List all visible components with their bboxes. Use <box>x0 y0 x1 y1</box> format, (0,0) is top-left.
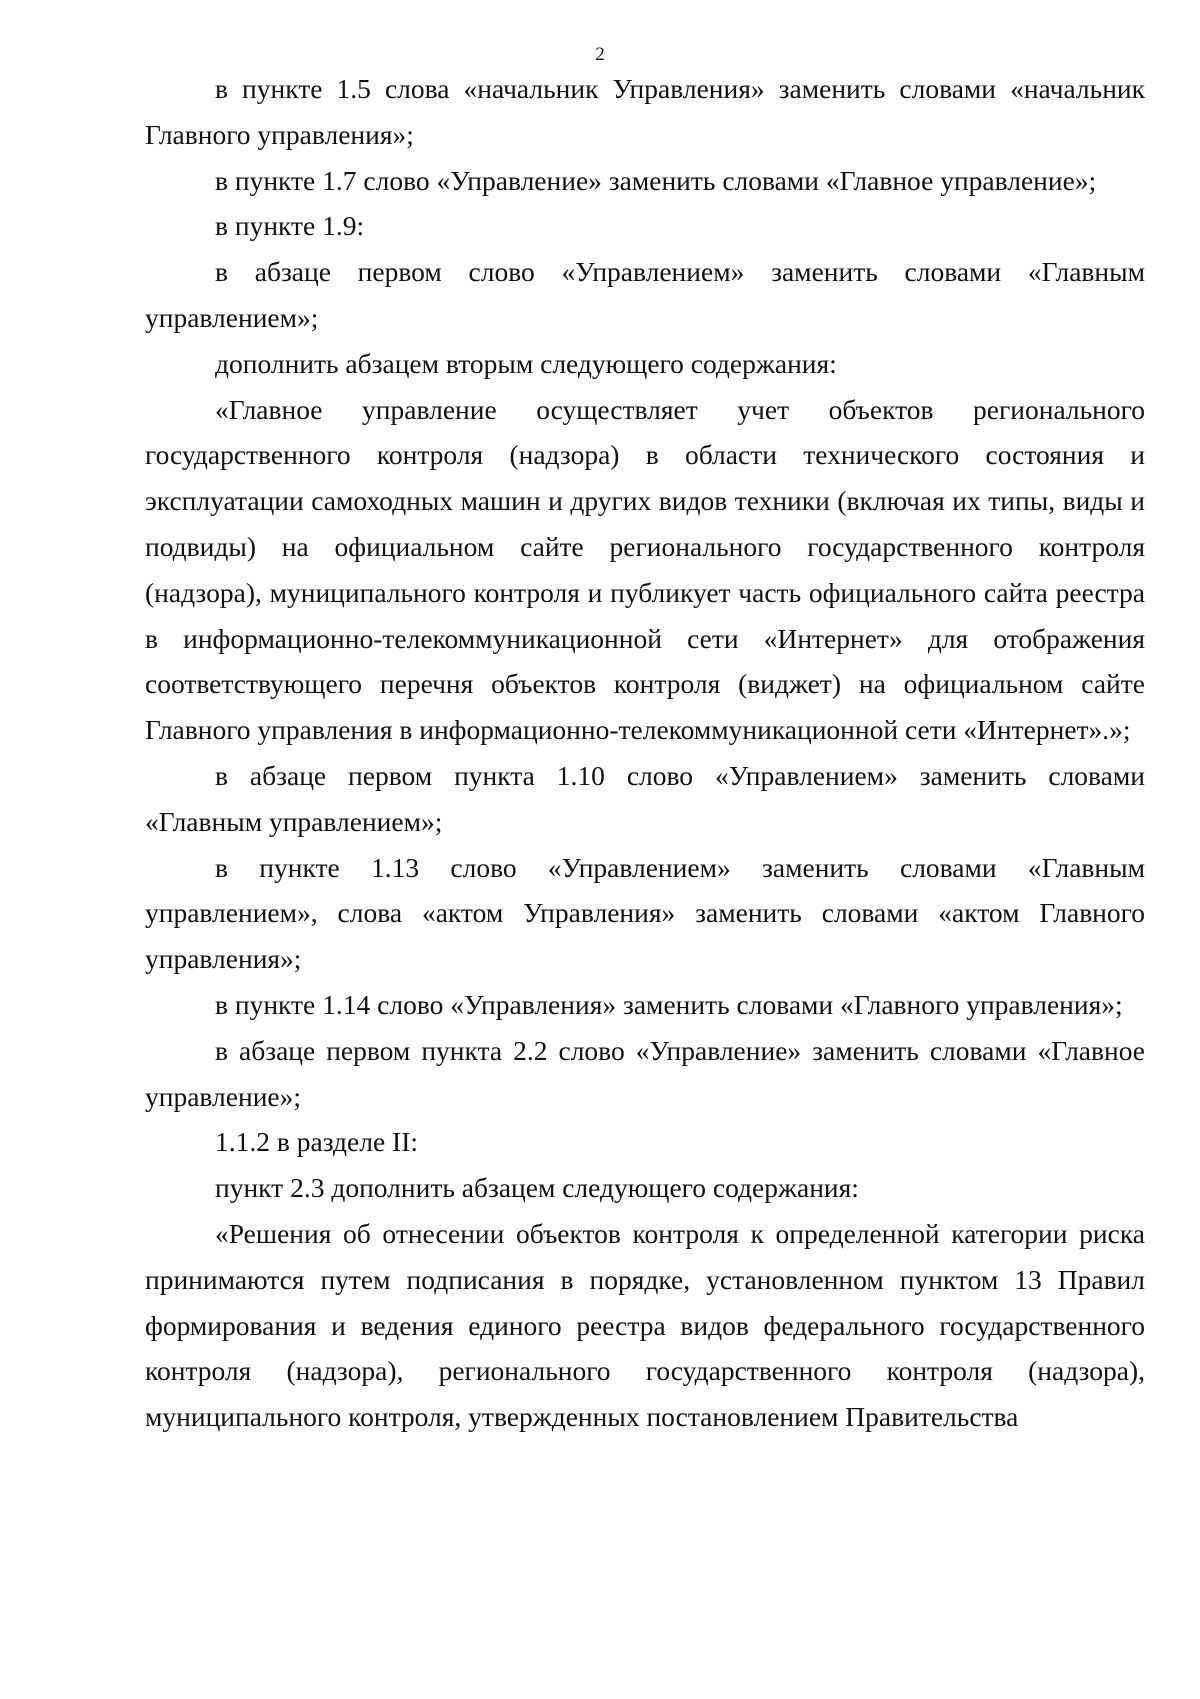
page-number: 2 <box>595 44 605 65</box>
paragraph-item-2-3: пункт 2.3 дополнить абзацем следующего содержания: <box>215 1172 859 1204</box>
paragraph-item-1-13: в пункте 1.13 слово «Управлением» заменить словами «Главным управлением», слова «актом Управления» заменить словами «актом Главного управления»; <box>145 851 1145 975</box>
paragraph-item-1-9-add-abzac: дополнить абзацем вторым следующего содержания: <box>215 347 837 379</box>
paragraph-item-1-7: в пункте 1.7 слово «Управление» заменить словами «Главное управление»; <box>215 164 1097 196</box>
paragraph-item-1-9-heading: в пункте 1.9: <box>215 210 365 242</box>
paragraph-item-2-2: в абзаце первом пункта 2.2 слово «Управление» заменить словами «Главное управление»; <box>145 1034 1145 1112</box>
paragraph-item-1-5: в пункте 1.5 слова «начальник Управления» заменить словами «начальник Главного управления»; <box>145 73 1145 150</box>
paragraph-quoted-new-text: «Главное управление осуществляет учет объектов регионального государственного контроля (надзора) в области технического состояния и эксплуатации самоходных машин и других видов техники (включая их типы, виды и подвиды) на официальном сайте регионального государственного контроля (надзора), муниципального контроля и публикует часть официального сайта реестра в информационно-телекоммуникационной сети «Интернет» для отображения соответствующего перечня объектов контроля (виджет) на официальном сайте Главного управления в информационно-телекоммуникационной сети «Интернет».»; <box>145 393 1145 746</box>
document-body <box>145 66 1145 1440</box>
paragraph-item-1-9-first-abzac: в абзаце первом слово «Управлением» заменить словами «Главным управлением»; <box>145 256 1145 333</box>
paragraph-item-1-10: в абзаце первом пункта 1.10 слово «Управлением» заменить словами «Главным управлением»; <box>145 759 1145 837</box>
paragraph-section-2-heading: 1.1.2 в разделе II: <box>215 1126 419 1158</box>
paragraph-item-1-14: в пункте 1.14 слово «Управления» заменить словами «Главного управления»; <box>215 988 1123 1020</box>
paragraph-quoted-risk-decisions: «Решения об отнесении объектов контроля к определенной категории риска принимаются путем подписания в порядке, установленном пунктом 13 Правил формирования и ведения единого реестра видов федерального государственного контроля (надзора), регионального государственного контроля (надзора), муниципального контроля, утвержденных постановлением Правительства <box>145 1217 1145 1433</box>
